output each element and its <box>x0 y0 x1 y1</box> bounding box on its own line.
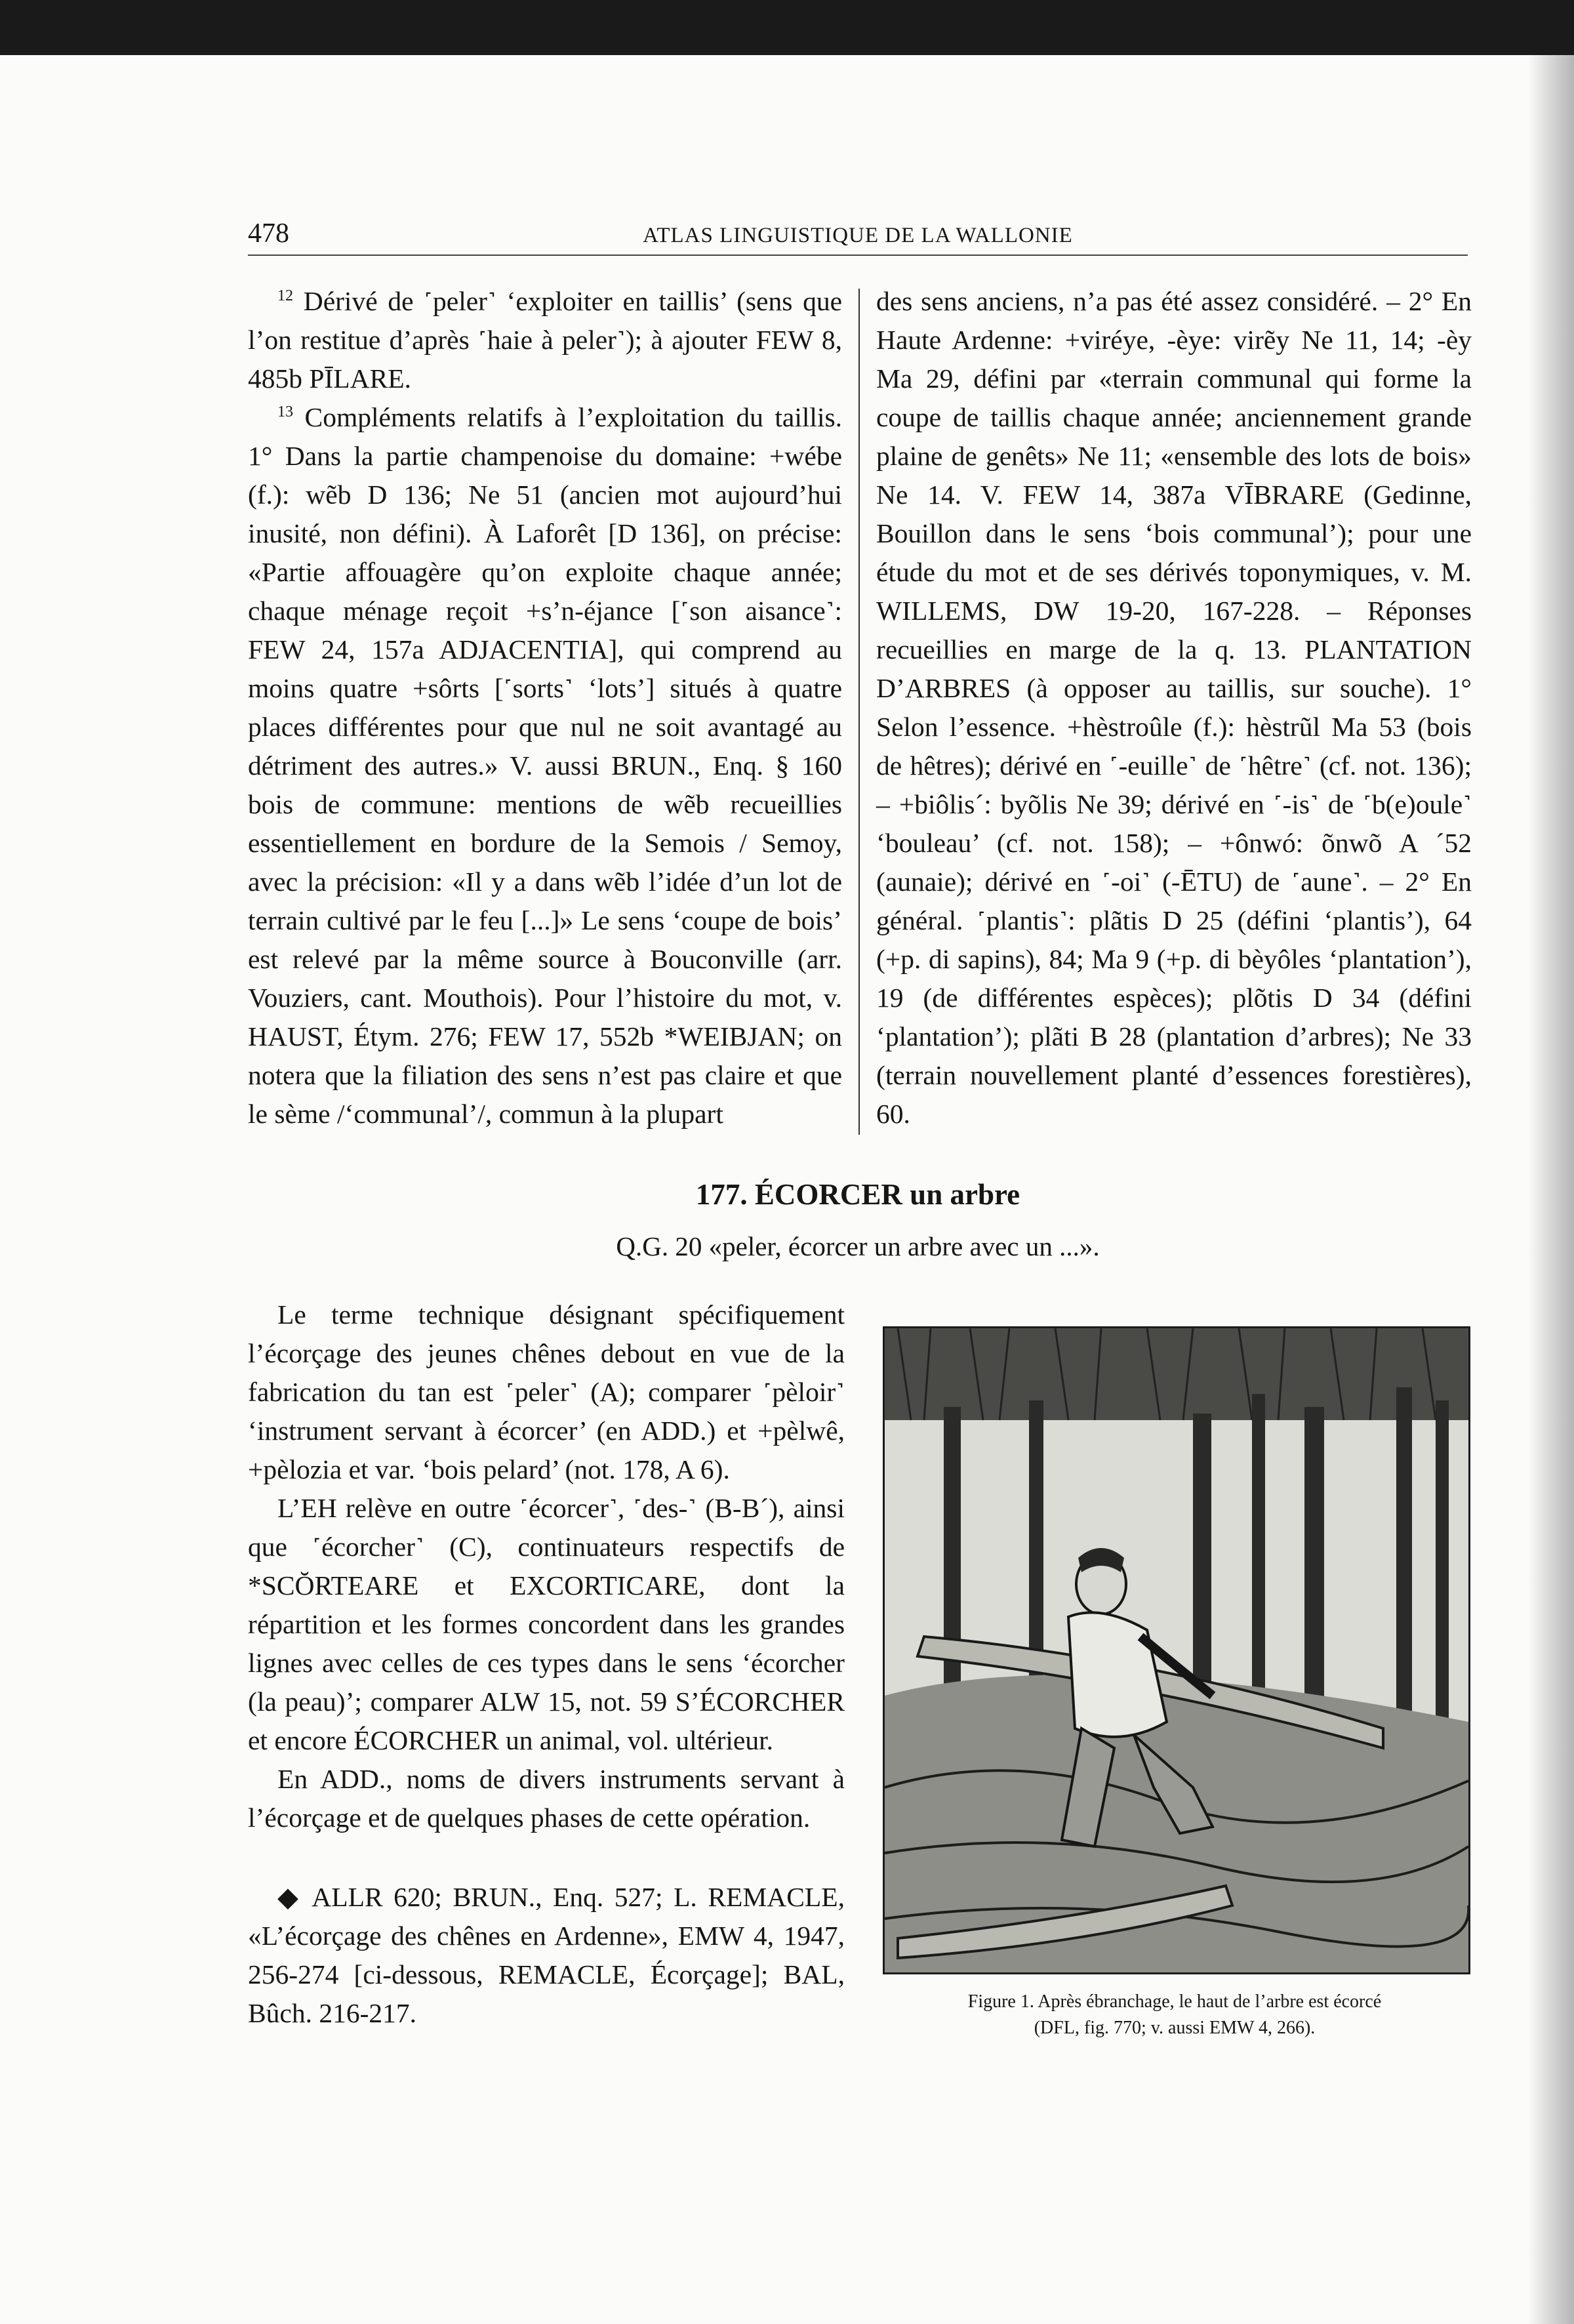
running-header <box>248 216 1468 256</box>
page-number: 478 <box>248 218 289 249</box>
note-13-number: 13 <box>277 403 293 421</box>
note-13-text: Compléments relatifs à l’exploitation du taillis. 1° Dans la partie champenoise du domaine: +wébe (f.): wẽb D 136; Ne 51 (ancien mot aujourd’hui inusité, non défini). À Laforêt [D 136], on précise: «Partie affouagère qu’on exploite chaque année; chaque ménage reçoit +s’n-éjance [˹son aisance˺: FEW 24, 157a ADJACENTIA], qui comprend au moins quatre +sôrts [˹sorts˺ ‘lots’] situés à quatre places différentes pour que nul ne soit avantagé au détriment des autres.» V. aussi BRUN., Enq. § 160 bois de commune: mentions de wẽb recueillies essentiellement en bordure de la Semois / Semoy, avec la précision: «Il y a dans wẽb l’idée d’un lot de terrain cultivé par le feu [...]» Le sens ‘coupe de bois’ est relevé par la même source à Bouconville (arr. Vouziers, cant. Mouthois). Pour l’histoire du mot, v. HAUST, Étym. 276; FEW 17, 552b *WEIBJAN; on notera que la filiation des sens n’est pas claire et que le sème /‘communal’/, commun à la plupart <box>248 402 842 1129</box>
section-question: Q.G. 20 «peler, écorcer un arbre avec un ...». <box>616 1231 1100 1261</box>
figure-caption-line-1: Figure 1. Après ébranchage, le haut de l’arbre est écorcé <box>967 1991 1382 2012</box>
note-13-continuation: des sens anciens, n’a pas été assez considéré. – 2° En Haute Ardenne: +viréye, -èye: virẽy Ne 11, 14; -èy Ma 29, défini par «terrain communal qui forme la coupe de taillis chaque année; anciennement grande plaine de genêts» Ne 11; «ensemble des lots de bois» Ne 14. V. FEW 14, 387a VĪBRARE (Gedinne, Bouillon dans le sens ‘bois communal’); pour une étude du mot et de ses dérivés toponymiques, v. M. WILLEMS, DW 19-20, 167-228. – Réponses recueillies en marge de la q. 13. PLANTATION D’ARBRES (à opposer au taillis, sur souche). 1° Selon l’essence. +hèstroûle (f.): hèstrũl Ma 53 (bois de hêtres); dérivé en ˹-euille˺ de ˹hêtre˺ (cf. not. 136); – +biôlis´: byõlis Ne 39; dérivé en ˹-is˺ de ˹b(e)oule˺ ‘bouleau’ (cf. not. 158); – +ônwó: õnwõ A ´52 (aunaie); dérivé en ˹-oi˺ (-ĒTU) de ˹aune˺. – 2° En général. ˹plantis˺: plãtis D 25 (défini ‘plantis’), 64 (+p. di sapins), 84; Ma 9 (+p. di bèyôles ‘plantation’), 19 (de différentes espèces); plõtis D 34 (défini ‘plantation’); plãti B 28 (plantation d’arbres); Ne 33 (terrain nouvellement planté d’essences forestières), 60. <box>876 286 1472 1129</box>
body-paragraph-3: En ADD., noms de divers instruments servant à l’écorçage et de quelques phases de cette opération. <box>248 1764 845 1833</box>
body-paragraph-2: L’EH relève en outre ˹écorcer˺, ˹des-˺ (B-B´), ainsi que ˹écorcher˺ (C), continuateurs respectifs de *SCŎRTEARE et EXCORTICARE, dont la répartition et les formes concordent dans les grandes lignes avec celles de ces types dans le sens ‘écorcher (la peau)’; comparer ALW 15, not. 59 S’ÉCORCHER et encore ÉCORCHER un animal, vol. ultérieur. <box>248 1493 845 1755</box>
notes-left-column <box>248 282 842 1133</box>
figure-caption <box>883 1989 1466 2041</box>
section-title: 177. ÉCORCER un arbre <box>695 1178 1020 1211</box>
note-12-text: Dérivé de ˹peler˺ ‘exploiter en taillis’ (sens que l’on restitue d’après ˹haie à peler˺); à ajouter FEW 8, 485b PĪLARE. <box>248 286 842 394</box>
body-column <box>248 1295 845 2033</box>
running-title: ATLAS LINGUISTIQUE DE LA WALLONIE <box>643 224 1073 247</box>
note-13 <box>248 398 842 1133</box>
column-divider <box>858 289 860 1135</box>
note-12-number: 12 <box>277 287 293 305</box>
figure-caption-line-2: (DFL, fig. 770; v. aussi EMW 4, 266). <box>1034 2018 1316 2038</box>
body-paragraph-1: Le terme technique désignant spécifiquement l’écorçage des jeunes chênes debout en vue de la fabrication du tan est ˹peler˺ (A); comparer ˹pèloir˺ ‘instrument servant à écorcer’ (en ADD.) et +pèlwê, +pèlozia et var. ‘bois pelard’ (not. 178, A 6). <box>248 1299 845 1484</box>
notes-right-column <box>876 282 1472 1133</box>
bibliography-paragraph: ◆ ALLR 620; BRUN., Enq. 527; L. REMACLE, «L’écorçage des chênes en Ardenne», EMW 4, 1947, 256-274 [ci-dessous, REMACLE, Écorçage]; BAL, Bûch. 216-217. <box>248 1882 845 2028</box>
illustration-bark-peeling <box>885 1328 1468 1972</box>
figure-illustration <box>883 1326 1470 1974</box>
page-edge-shadow <box>1528 55 1574 2324</box>
note-12 <box>248 282 842 398</box>
